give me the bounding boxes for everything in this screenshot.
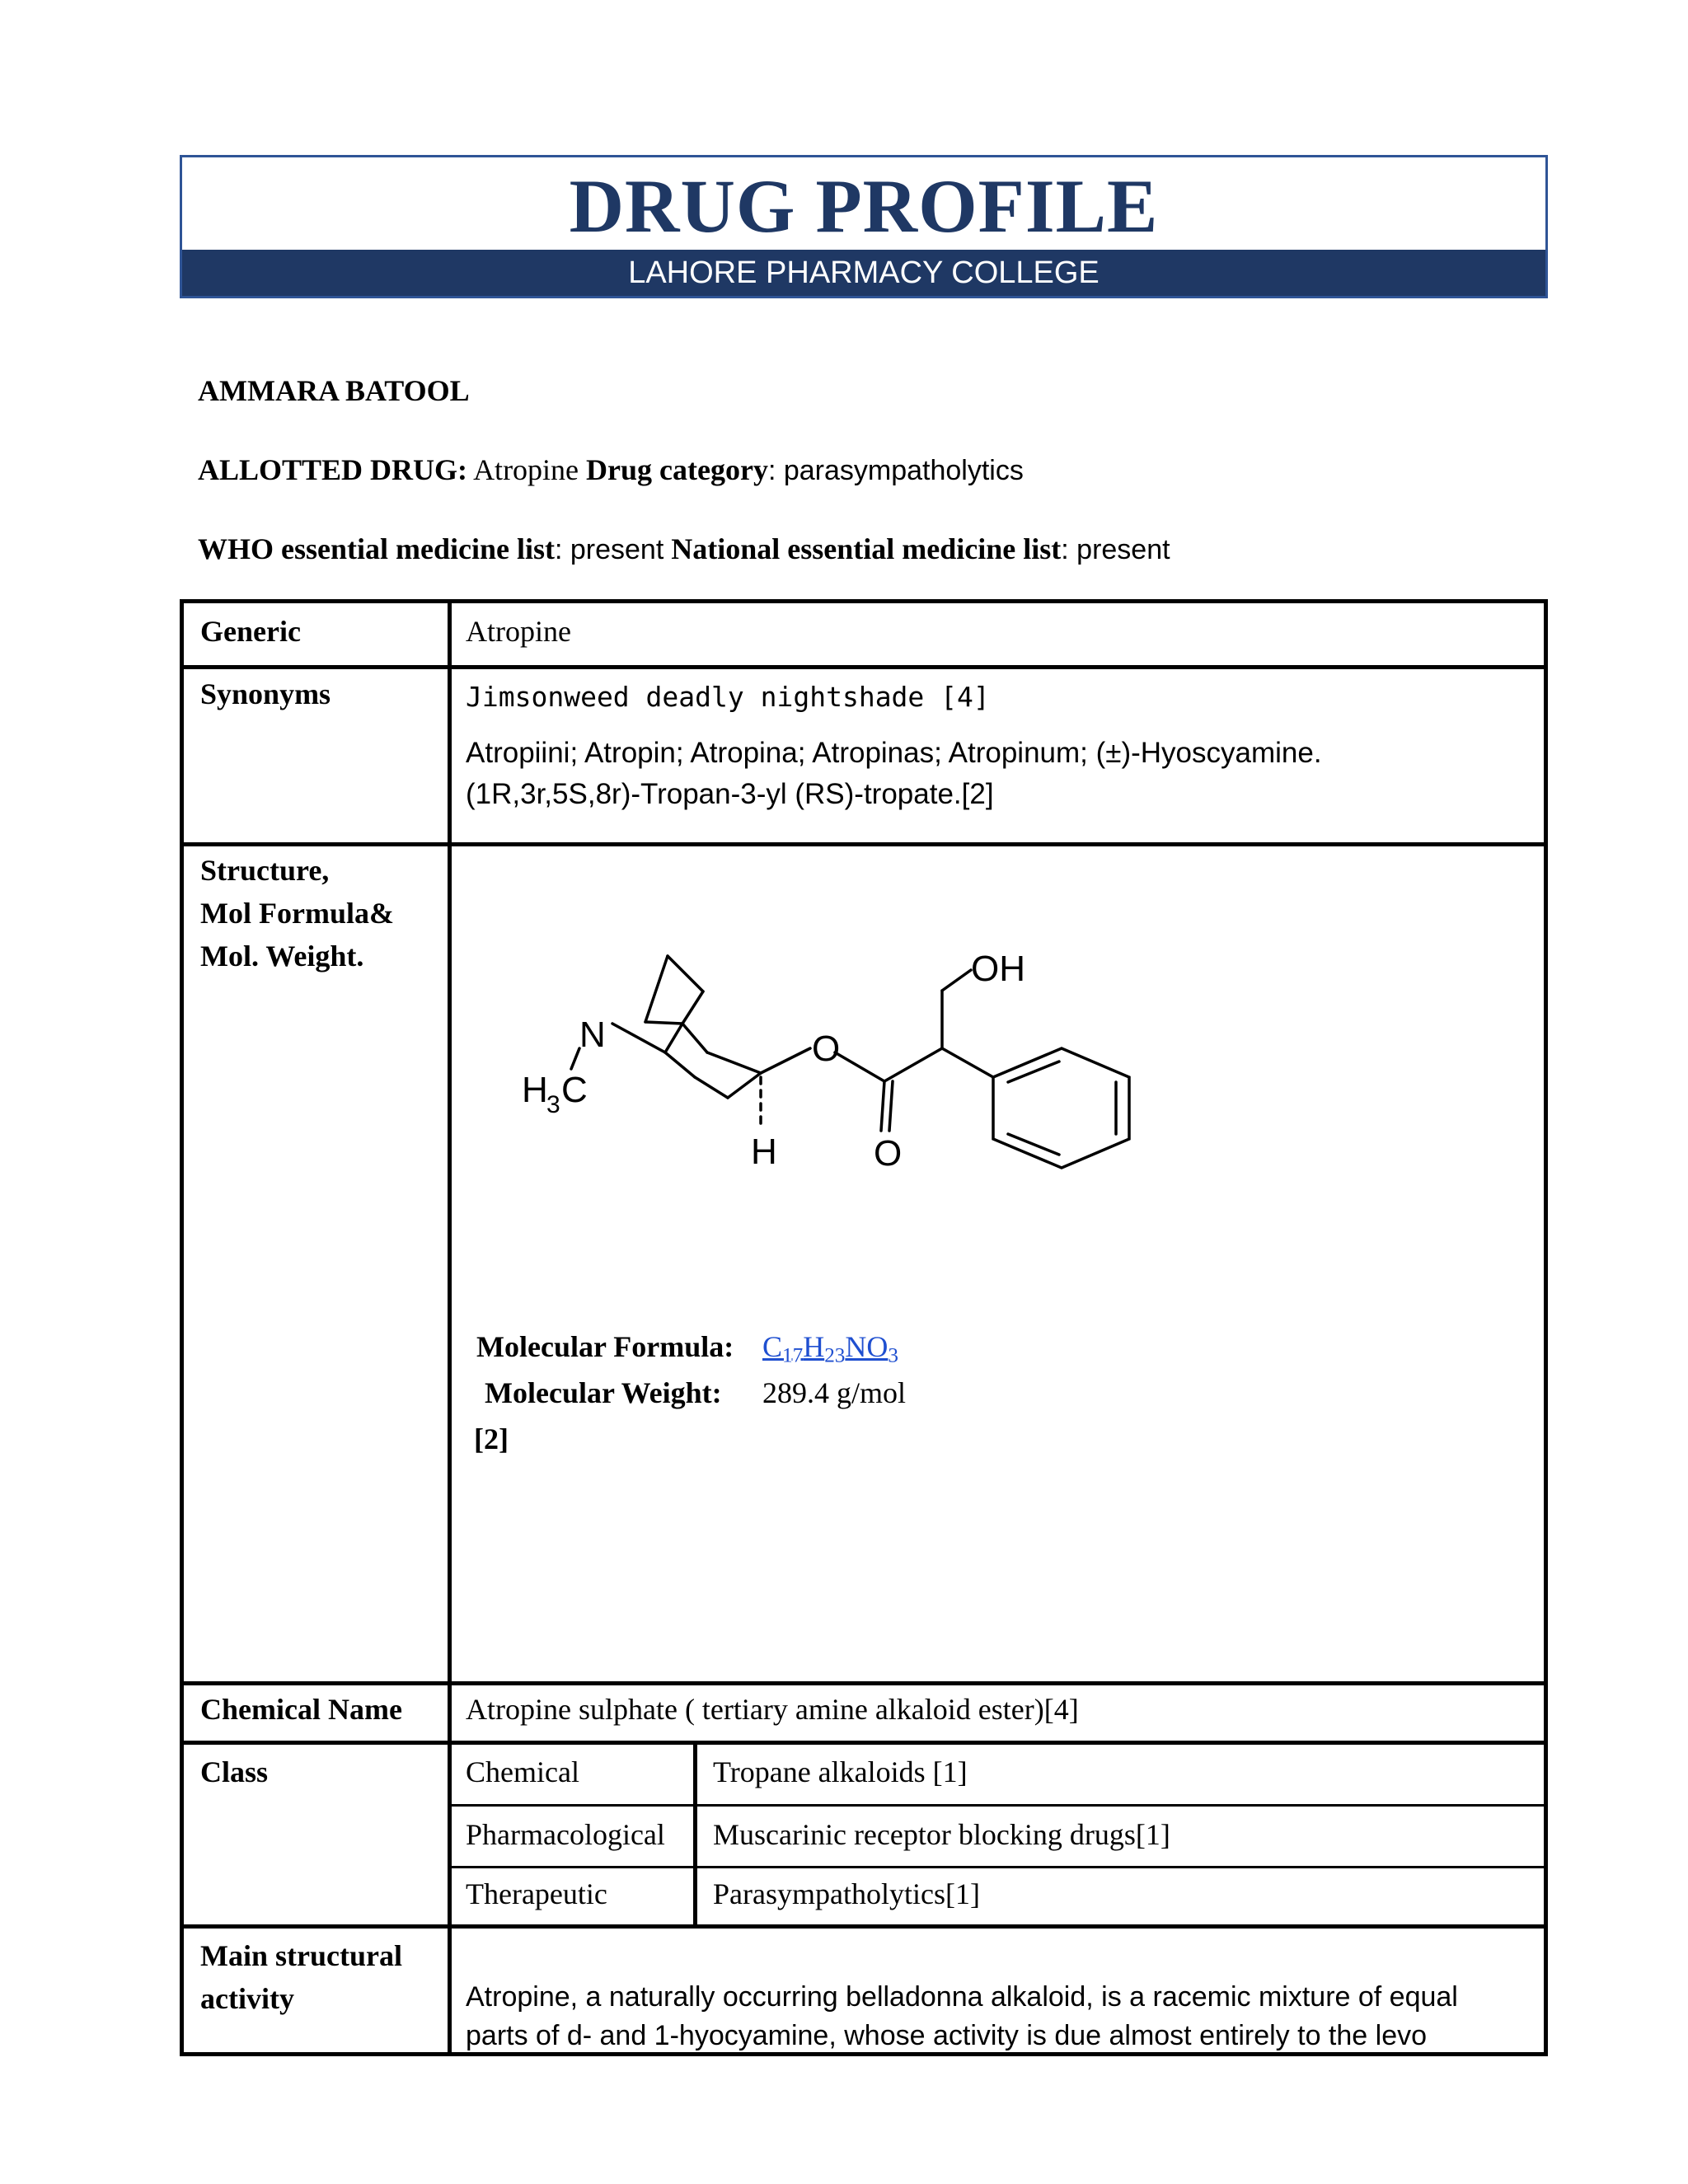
who-list-value: : present — [554, 534, 664, 565]
structure-label — [200, 849, 394, 977]
methyl-c: C — [561, 1070, 588, 1110]
student-name: AMMARA BATOOL — [198, 374, 470, 407]
column-divider — [693, 1741, 697, 1924]
generic-label: Generic — [200, 615, 301, 648]
main-structural-label-line: activity — [200, 1982, 294, 2015]
synonyms-iupac: (1R,3r,5S,8r)-Tropan-3-yl (RS)-tropate.[2] — [466, 778, 994, 810]
college-name: LAHORE PHARMACY COLLEGE — [182, 250, 1545, 296]
hydroxyl-group: OH — [971, 949, 1025, 989]
drug-profile-table — [180, 599, 1548, 2056]
drug-category-value: : parasympatholytics — [767, 455, 1024, 486]
main-structural-text-line: Atropine, a naturally occurring belladonna alkaloid, is a racemic mixture of equal — [466, 1981, 1458, 2013]
ester-oxygen: O — [812, 1029, 841, 1069]
title-banner — [180, 155, 1548, 298]
national-list-value: : present — [1061, 534, 1170, 565]
synonyms-common-names: Jimsonweed deadly nightshade [4] — [466, 681, 990, 713]
chemical-name-value: Atropine sulphate ( tertiary amine alkaloid ester)[4] — [466, 1693, 1079, 1726]
class-therapeutic-value: Parasympatholytics[1] — [713, 1877, 980, 1910]
generic-value: Atropine — [466, 615, 571, 648]
nitrogen-atom: N — [579, 1015, 606, 1055]
structure-label-line: Mol. Weight. — [200, 940, 364, 972]
class-pharmacological-value: Muscarinic receptor blocking drugs[1] — [713, 1818, 1170, 1851]
main-structural-label — [200, 1934, 402, 2020]
molecular-formula-label: Molecular Formula: — [476, 1330, 734, 1363]
class-pharmacological-type: Pharmacological — [466, 1818, 665, 1851]
class-label: Class — [200, 1755, 269, 1788]
molecular-weight-label: Molecular Weight: — [485, 1376, 722, 1409]
molecular-weight-value: 289.4 g/mol — [762, 1376, 907, 1409]
column-divider — [448, 603, 452, 2052]
structure-label-line: Structure, — [200, 854, 330, 887]
methyl-sub: 3 — [546, 1091, 560, 1118]
hydrogen-atom: H — [751, 1132, 777, 1172]
allotted-drug-value: Atropine — [473, 453, 579, 486]
allotted-drug-line — [198, 452, 1024, 487]
who-list-label: WHO essential medicine list — [198, 532, 555, 565]
row-divider — [448, 1804, 1544, 1807]
class-therapeutic-type: Therapeutic — [466, 1877, 607, 1910]
row-divider — [448, 1866, 1544, 1868]
molecular-formula-value[interactable] — [762, 1325, 898, 1377]
main-structural-text-line: parts of d- and 1-hyocyamine, whose activity is due almost entirely to the levo — [466, 2020, 1428, 2051]
row-divider — [184, 665, 1544, 669]
synonyms-list: Atropiini; Atropin; Atropina; Atropinas; Atropinum; (±)-Hyoscyamine. — [466, 737, 1322, 769]
row-divider — [184, 1741, 1544, 1745]
allotted-drug-label: ALLOTTED DRUG: — [198, 453, 468, 486]
essential-list-line — [198, 532, 1170, 566]
row-divider — [184, 1924, 1544, 1929]
methyl-h: H — [522, 1070, 548, 1110]
class-chemical-type: Chemical — [466, 1755, 579, 1788]
molecular-formula-link[interactable]: $C_{17}H_{23}NO_3$ — [762, 1330, 898, 1367]
chemical-name-label: Chemical Name — [200, 1693, 402, 1726]
structure-reference: [2] — [474, 1422, 509, 1455]
carbonyl-oxygen: O — [874, 1133, 903, 1174]
structure-label-line: Mol Formula& — [200, 897, 394, 930]
atropine-structure-diagram — [472, 900, 1338, 1296]
page-title: DRUG PROFILE — [569, 164, 1159, 248]
row-divider — [184, 842, 1544, 846]
synonyms-label: Synonyms — [200, 677, 331, 710]
national-list-label: National essential medicine list — [671, 532, 1062, 565]
drug-category-label: Drug category — [586, 453, 768, 486]
class-chemical-value: Tropane alkaloids [1] — [713, 1755, 968, 1788]
main-structural-label-line: Main structural — [200, 1939, 402, 1972]
row-divider — [184, 1681, 1544, 1685]
